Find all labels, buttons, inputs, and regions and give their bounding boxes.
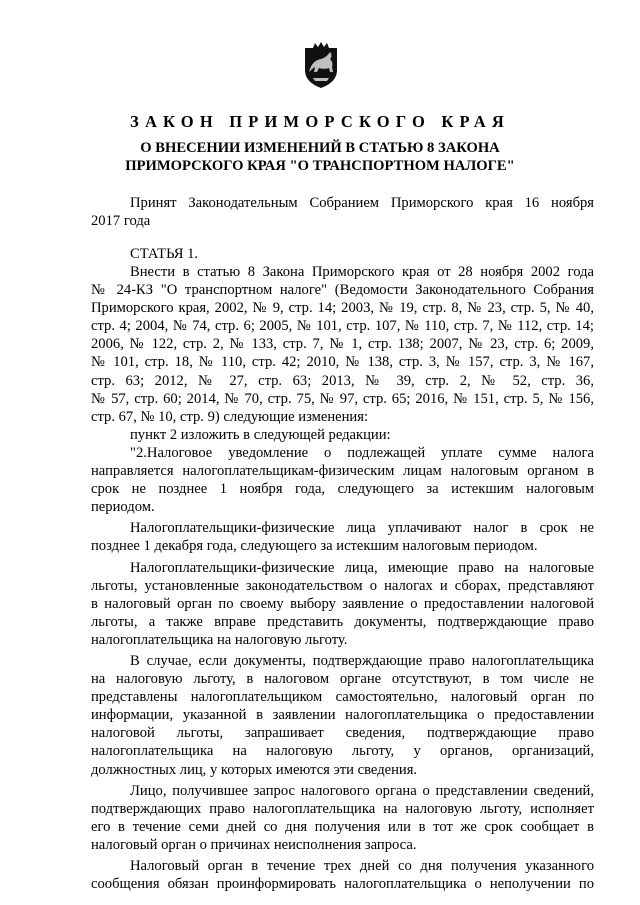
text-line: Налоговый орган в течение трех дней со дня получения указанного: [130, 858, 594, 874]
text-line: пункт 2 изложить в следующей редакции:: [130, 426, 391, 443]
article-body: [91, 263, 594, 893]
text-line: периодом.: [91, 499, 155, 516]
text-line: стр. 4; 2004, № 74, стр. 6; 2005, № 101, стр. 107, № 110, стр. 7, № 112, стр. 14;: [91, 318, 594, 335]
text-line: № 24-КЗ "О транспортном налоге" (Ведомости Законодательного Собрания: [91, 282, 594, 299]
text-line: позднее 1 декабря года, следующего за истекшим налоговым периодом.: [91, 538, 538, 555]
text-line: Налогоплательщики-физические лица уплачивают налог в срок не: [130, 520, 594, 537]
paragraph: [91, 519, 594, 555]
text-line: "2.Налоговое уведомление о подлежащей уплате сумме налога: [130, 444, 594, 461]
text-line: подтверждающих право налогоплательщика на налоговую льготу, исполняет: [91, 800, 594, 817]
paragraph: [91, 426, 594, 444]
text-line: срок не позднее 1 ноября года, следующего за истекшим налоговым: [91, 481, 594, 498]
text-line: Приморского края, 2002, № 9, стр. 14; 2003, № 19, стр. 8, № 23, стр. 5, № 40,: [91, 300, 594, 317]
text-line: направляется налогоплательщикам-физическим лицам налоговым органом в: [91, 463, 594, 480]
paragraph: [91, 652, 594, 779]
adoption-note: [91, 194, 594, 230]
text-line: льготы, а также вправе представить документы, подтверждающие право: [91, 613, 594, 630]
article-heading: СТАТЬЯ 1.: [130, 246, 199, 262]
text-line: налогоплательщика на налоговую льготу, у органов, организаций,: [91, 743, 594, 760]
text-line: В случае, если документы, подтверждающие право налогоплательщика: [130, 652, 594, 669]
paragraph: [91, 857, 594, 893]
text-line: № 57, стр. 60; 2014, № 70, стр. 75, № 97, стр. 65; 2016, № 151, стр. 5, № 156,: [91, 390, 594, 407]
subtitle-line: О ВНЕСЕНИИ ИЗМЕНЕНИЙ В СТАТЬЮ 8 ЗАКОНА: [140, 140, 500, 156]
text-line: Налогоплательщики-физические лица, имеющие право на налоговые: [130, 559, 594, 576]
text-line: его в течение семи дней со дня получения или в тот же срок сообщает в: [91, 818, 594, 835]
coat-of-arms-tiger-icon: [303, 42, 339, 88]
text-line: 2006, № 122, стр. 2, № 133, стр. 7, № 1, стр. 138; 2007, № 23, стр. 6; 2009,: [91, 336, 594, 353]
text-line: налоговой льготы, запрашивает сведения, подтверждающие право: [91, 725, 594, 742]
text-line: налоговый орган о причинах неисполнения запроса.: [91, 836, 417, 853]
law-subtitle: [80, 139, 560, 175]
text-line: в налоговый орган по своему выбору заявление о предоставлении налоговой: [91, 595, 594, 612]
adoption-line: Принят Законодательным Собранием Приморского края 16 ноября: [130, 195, 594, 211]
paragraph: [91, 782, 594, 854]
text-line: сообщения обязан проинформировать налогоплательщика о неполучении по: [91, 876, 594, 893]
paragraph: [91, 444, 594, 516]
text-line: № 101, стр. 18, № 110, стр. 42; 2010, № 138, стр. 3, № 157, стр. 3, № 167,: [91, 354, 594, 371]
adoption-line: 2017 года: [91, 213, 151, 229]
text-line: на налоговую льготу, в налоговом органе отсутствуют, в том числе не: [91, 671, 594, 688]
law-title: ЗАКОН ПРИМОРСКОГО КРАЯ: [130, 112, 510, 131]
text-line: должностных лиц, у которых имеются эти сведения.: [91, 761, 418, 778]
text-line: Внести в статью 8 Закона Приморского края от 28 ноября 2002 года: [130, 264, 594, 280]
text-line: стр. 63; 2012, № 27, стр. 63; 2013, № 39, стр. 2, № 52, стр. 36,: [91, 372, 594, 389]
text-line: Лицо, получившее запрос налогового органа о представлении сведений,: [130, 782, 594, 799]
text-line: льготы, установленные законодательством о налогах и сборах, представляют: [91, 577, 594, 594]
paragraph: [91, 263, 594, 426]
text-line: информации, указанной в заявлении налогоплательщика о предоставлении: [91, 707, 594, 724]
text-line: стр. 67, № 10, стр. 9) следующие изменения:: [91, 408, 369, 425]
paragraph: [91, 559, 594, 649]
subtitle-line: ПРИМОРСКОГО КРАЯ "О ТРАНСПОРТНОМ НАЛОГЕ": [125, 158, 515, 174]
text-line: представлены налогоплательщиком самостоятельно, налоговый орган по: [91, 689, 594, 706]
text-line: налогоплательщика на налоговую льготу.: [91, 631, 348, 648]
